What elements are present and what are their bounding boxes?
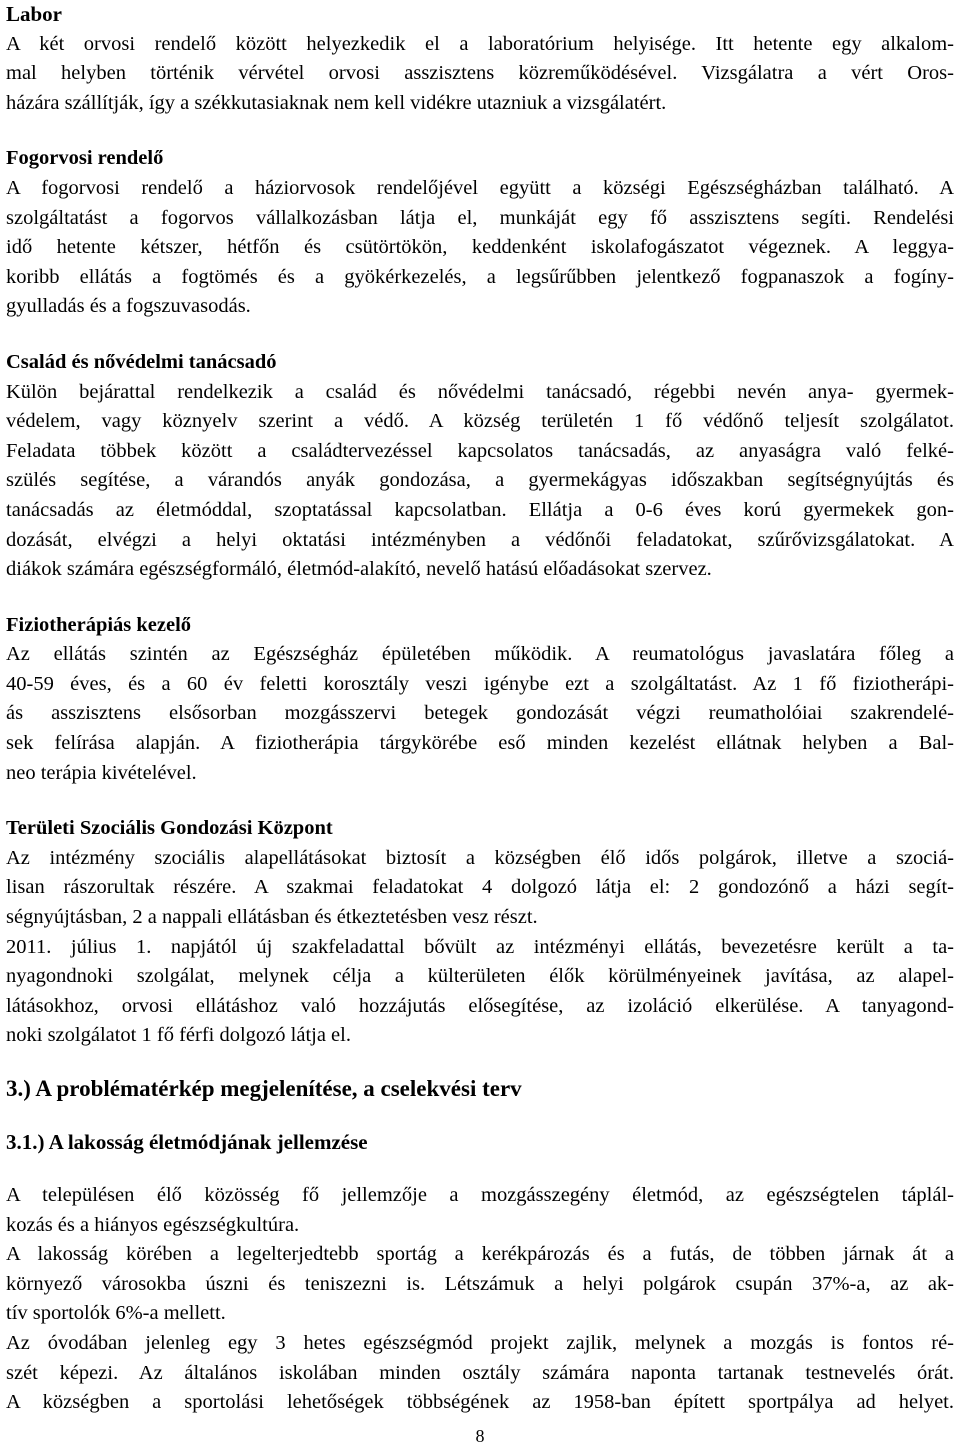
paragraph-line: mal helyben történik vérvétel orvosi asszisztens közreműködésével. Vizsgálatra a vért Oros-: [6, 62, 954, 85]
paragraph-line: A lakosság körében a legelterjedtebb sportág a kerékpározás és a futás, de többen járnak át a: [6, 1243, 954, 1266]
heading-csalad: Család és nővédelmi tanácsadó: [6, 350, 277, 373]
document-page: [6, 0, 954, 1418]
section-labor: [6, 0, 954, 118]
heading-fogorvos: Fogorvosi rendelő: [6, 147, 164, 170]
section-fogorvos: [6, 144, 954, 322]
paragraph-line: 2011. július 1. napjától új szakfeladattal bővült az intézményi ellátás, bevezetésre került a ta-: [6, 935, 954, 958]
paragraph-line: A fogorvosi rendelő a háziorvosok rendelőjével együtt a községi Egészségházban található. A: [6, 176, 954, 199]
paragraph-line: 40-59 éves, és a 60 év feletti korosztály veszi igénybe ezt a szolgáltatást. Az 1 fő fiziotherápi-: [6, 672, 954, 695]
heading-section-3: 3.) A problématérkép megjelenítése, a cselekvési terv: [6, 1076, 522, 1101]
paragraph-line: sek felírása alapján. A fiziotherápia tárgykörébe eső minden kezelést ellátnak helyben a Bal-: [6, 732, 954, 755]
paragraph-line: A településen élő közösség fő jellemzője a mozgásszegény életmód, az egészségtelen táplál-: [6, 1184, 954, 1206]
paragraph-line: Az ellátás szintén az Egészségház épületében működik. A reumatológus javaslatára főleg a: [6, 643, 954, 666]
paragraph-line: noki szolgálatot 1 fő férfi dolgozó látja el.: [6, 1024, 351, 1047]
paragraph-line: lisan rászorultak részére. A szakmai feladatokat 4 dolgozó látja el: 2 gondozónő a házi segít-: [6, 876, 954, 899]
paragraph-line: kozás és a hiányos egészségkultúra.: [6, 1213, 300, 1236]
paragraph-line: Feladata többek között a családtervezéssel kapcsolatos tanácsadás, az anyaságra való felké-: [6, 439, 954, 462]
paragraph-line: dozását, elvégzi a helyi oktatási intézményben a védőnői feladatokat, szűrővizsgálatokat. A: [6, 528, 954, 551]
paragraph-line: idő hetente kétszer, hétfőn és csütörtökön, keddenként iskolafogászatot végeznek. A leggya-: [6, 236, 954, 259]
section-fizio: [6, 611, 954, 789]
paragraph-line: házára szállítják, így a székkutasiaknak nem kell vidékre utazniuk a vizsgálatért.: [6, 91, 667, 114]
paragraph-line: nyagondnoki szolgálat, melynek célja a külterületen élők körülményeinek javítása, az alapel-: [6, 965, 954, 988]
paragraph-line: szülés segítése, a várandós anyák gondozása, a gyermekágyas időszakban segítségnyújtás és: [6, 469, 954, 492]
page-number: 8: [475, 1426, 485, 1446]
paragraph-line: gyulladás és a fogszuvasodás.: [6, 295, 251, 318]
paragraph-line: ás asszisztens elsősorban mozgásszervi betegek gondozását végzi reumatholóiai szakrendelé-: [6, 702, 954, 725]
paragraph-line: védelem, vagy köznyelv szerint a védő. A község területén 1 fő védőnő teljesít szolgálatot.: [6, 410, 954, 433]
paragraph-line: ségnyújtásban, 2 a nappali ellátásban és étkeztetésben vesz részt.: [6, 906, 538, 929]
paragraph-line: neo terápia kivételével.: [6, 761, 197, 784]
section-szocialis: [6, 814, 954, 1051]
paragraph-line: tanácsadás az életmóddal, szoptatással kapcsolatban. Ellátja a 0-6 éves korú gyermekek gon-: [6, 498, 954, 521]
paragraph-line: tív sportolók 6%-a mellett.: [6, 1302, 226, 1325]
paragraph-line: A két orvosi rendelő között helyezkedik el a laboratórium helyisége. Itt hetente egy alkalom-: [6, 32, 954, 55]
paragraph-line: környező városokba úszni és teniszezni is. Létszámuk a helyi polgárok csupán 37%-a, az ak-: [6, 1272, 954, 1295]
paragraph-line: Az intézmény szociális alapellátásokat biztosít a községben élő idős polgárok, illetve a szociá-: [6, 846, 954, 869]
heading-fizio: Fiziotherápiás kezelő: [6, 613, 192, 636]
section-csalad: [6, 348, 954, 585]
paragraph-line: koribb ellátás a fogtömés és a gyökérkezelés, a legsűrűbben jelentkező fogpanaszok a fogíny-: [6, 265, 954, 288]
paragraph-line: Külön bejárattal rendelkezik a család és nővédelmi tanácsadó, régebbi nevén anya- gyermek-: [6, 380, 954, 403]
heading-labor: Labor: [6, 2, 63, 26]
paragraph-line: A községben a sportolási lehetőségek többségének az 1958-ban épített sportpálya ad helyet.: [6, 1391, 954, 1414]
paragraph-line: diákok számára egészségformáló, életmód-alakító, nevelő hatású előadásokat szervez.: [6, 558, 712, 581]
paragraph-line: Az óvodában jelenleg egy 3 hetes egészségmód projekt zajlik, melynek a mozgás is fontos ré-: [6, 1331, 954, 1354]
paragraph-line: szolgáltatást a fogorvos vállalkozásban látja el, munkáját egy fő asszisztens segíti. Rendelési: [6, 206, 954, 229]
paragraph-line: szét képezi. Az általános iskolában minden osztály számára naponta tartanak testnevelés órát.: [6, 1361, 954, 1384]
subheading-3-1: 3.1.) A lakosság életmódjának jellemzése: [6, 1130, 368, 1154]
heading-szocialis: Területi Szociális Gondozási Központ: [6, 817, 333, 840]
paragraph-line: látásokhoz, orvosi ellátáshoz való hozzájutás elősegítése, az izoláció elkerülése. A tanyagond-: [6, 994, 954, 1017]
section-3: [6, 1071, 954, 1418]
